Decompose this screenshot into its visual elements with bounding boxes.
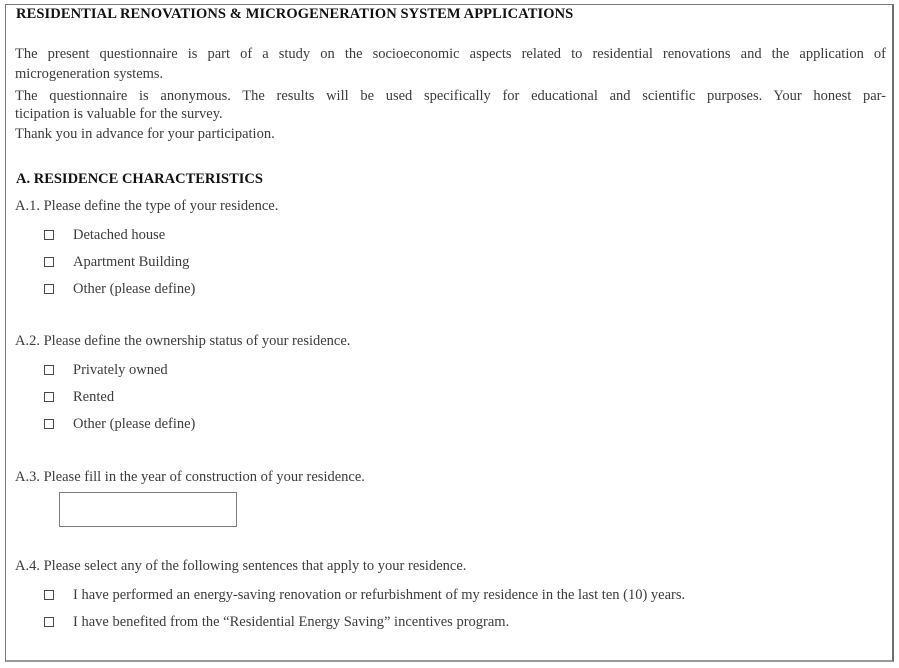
section-heading-residence-characteristics: A. RESIDENCE CHARACTERISTICS: [16, 171, 263, 187]
option-label: I have benefited from the “Residential Energy Saving” incentives program.: [73, 613, 510, 630]
intro-line-5: Thank you in advance for your participation.: [15, 126, 275, 142]
checkbox-icon[interactable]: [44, 419, 54, 429]
question-a1-label: A.1. Please define the type of your residence.: [15, 198, 279, 214]
option-label: Rented: [73, 388, 115, 405]
option-label: Other (please define): [73, 415, 196, 432]
checkbox-icon[interactable]: [44, 590, 54, 600]
checkbox-icon[interactable]: [44, 617, 54, 627]
question-a3-label: A.3. Please fill in the year of construction of your residence.: [15, 469, 365, 485]
option-a4-incentives-program[interactable]: [44, 612, 509, 632]
option-label: Apartment Building: [73, 253, 190, 270]
option-a1-apartment-building[interactable]: [44, 252, 189, 272]
option-a2-rented[interactable]: [44, 387, 114, 407]
intro-line-1: The present questionnaire is part of a study on the socioeconomic aspects related to residential renovations and the application of: [15, 46, 886, 62]
checkbox-icon[interactable]: [44, 392, 54, 402]
option-label: Other (please define): [73, 280, 196, 297]
checkbox-icon[interactable]: [44, 230, 54, 240]
checkbox-icon[interactable]: [44, 284, 54, 294]
document-title: RESIDENTIAL RENOVATIONS & MICROGENERATION SYSTEM APPLICATIONS: [16, 6, 574, 22]
question-a4-label: A.4. Please select any of the following sentences that apply to your residence.: [15, 558, 467, 574]
intro-line-4: ticipation is valuable for the survey.: [15, 106, 223, 122]
option-label: Privately owned: [73, 361, 168, 378]
intro-line-3: The questionnaire is anonymous. The results will be used specifically for educational and scientific purposes. Your honest par-: [15, 88, 886, 104]
question-a2-label: A.2. Please define the ownership status of your residence.: [15, 333, 351, 349]
intro-line-2: microgeneration systems.: [15, 66, 164, 82]
option-a1-detached-house[interactable]: [44, 225, 165, 245]
option-label: Detached house: [73, 226, 166, 243]
option-a1-other[interactable]: [44, 279, 195, 299]
option-a2-other[interactable]: [44, 414, 195, 434]
checkbox-icon[interactable]: [44, 257, 54, 267]
option-label: I have performed an energy-saving renovation or refurbishment of my residence in the last ten (10) years.: [73, 586, 686, 603]
option-a4-energy-saving-renovation[interactable]: [44, 585, 685, 605]
checkbox-icon[interactable]: [44, 365, 54, 375]
option-a2-privately-owned[interactable]: [44, 360, 168, 380]
year-of-construction-input[interactable]: [59, 492, 237, 527]
